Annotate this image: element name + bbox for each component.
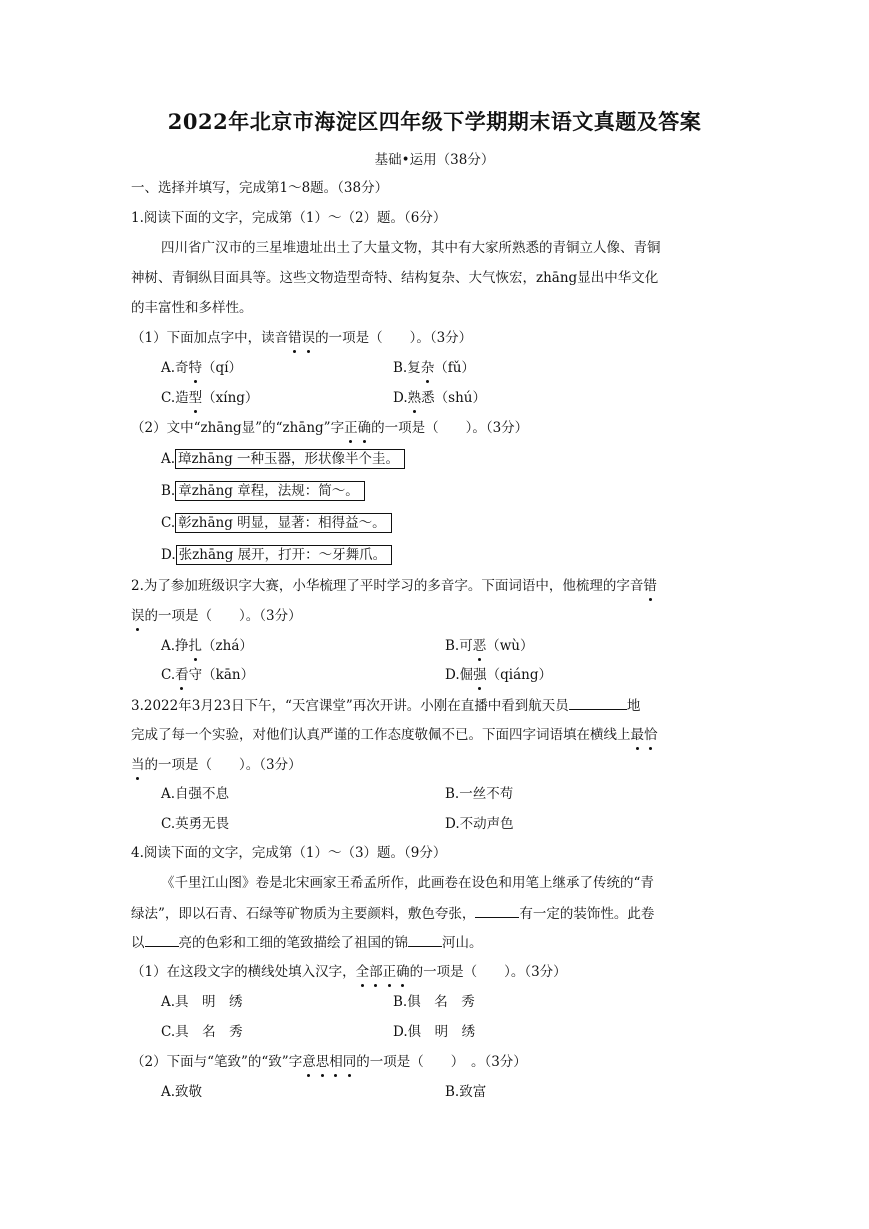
q3-stem: 3.2022年3月23日下午，“天宫课堂”再次开讲。小刚在直播中看到航天员 地 [131, 695, 640, 716]
dictionary-entry-box: 璋zhāng 一种玉器，形状像半个圭。 [175, 449, 405, 469]
option-c[interactable]: C.具 名 秀 [161, 1024, 243, 1040]
option-d[interactable]: D.熟悉（shú） [393, 390, 486, 406]
fill-blank[interactable] [475, 903, 519, 918]
fill-blank[interactable] [145, 932, 179, 947]
option-d[interactable]: D.俱 明 绣 [393, 1024, 476, 1040]
q3-stem-cont: 完成了每一个实验，对他们认真严谨的工作态度敬佩不已。下面四字词语填在横线上最恰 [131, 727, 658, 743]
q3-stem-cont: 当的一项是（ ）。（3分） [131, 757, 302, 773]
q1-sub2-prompt: （2）文中“zhāng显”的“zhāng”字正确的一项是（ ）。（3分） [131, 420, 529, 436]
part-one-instruction: 一、选择并填写，完成第1～8题。（38分） [131, 180, 389, 196]
option-a[interactable]: A.具 明 绣 [161, 994, 243, 1010]
dictionary-entry-box: 章zhāng 章程，法规：简～。 [175, 481, 364, 501]
q4-passage-line: 以 亮的色彩和工细的笔致描绘了祖国的锦 河山。 [131, 932, 483, 953]
option-b[interactable]: B. 章zhāng 章程，法规：简～。 [161, 481, 365, 501]
section-header: 基础•运用（38分） [374, 152, 495, 168]
document-title: 2022年北京市海淀区四年级下学期期末语文真题及答案 [167, 109, 702, 134]
q4-passage-line: 《千里江山图》卷是北宋画家王希孟所作，此画卷在设色和用笔上继承了传统的“青 [161, 875, 654, 891]
option-a[interactable]: A.自强不息 [161, 786, 230, 802]
q1-passage-line: 神树、青铜纵目面具等。这些文物造型奇特、结构复杂、大气恢宏，zhāng显出中华文化 [131, 270, 659, 286]
q4-passage-line: 绿法”，即以石青、石绿等矿物质为主要颜料，敷色夸张， 有一定的装饰性。此卷 [131, 903, 654, 924]
dictionary-entry-box: 张zhāng 展开，打开：～牙舞爪。 [176, 545, 392, 565]
option-a[interactable]: A.致敬 [161, 1084, 203, 1100]
option-c[interactable]: C.英勇无畏 [161, 816, 230, 832]
fill-blank[interactable] [408, 932, 442, 947]
option-b[interactable]: B.俱 名 秀 [393, 994, 475, 1010]
option-b[interactable]: B.可恶（wù） [445, 638, 534, 654]
q1-sub1-prompt: （1）下面加点字中，读音错误的一项是（ ）。（3分） [131, 330, 473, 346]
fill-blank[interactable] [569, 695, 627, 710]
option-d[interactable]: D. 张zhāng 展开，打开：～牙舞爪。 [161, 545, 392, 565]
q2-stem-cont: 误的一项是（ ）。（3分） [131, 608, 302, 624]
q2-stem: 2.为了参加班级识字大赛，小华梳理了平时学习的多音字。下面词语中，他梳理的字音错 [131, 578, 657, 594]
option-d[interactable]: D.不动声色 [445, 816, 514, 832]
q1-stem: 1.阅读下面的文字，完成第（1）～（2）题。（6分） [131, 210, 447, 226]
option-d[interactable]: D.倔强（qiáng） [445, 667, 552, 683]
option-b[interactable]: B.复杂（fǔ） [393, 360, 475, 376]
dictionary-entry-box: 彰zhāng 明显，显著：相得益～。 [175, 513, 391, 533]
q1-passage-line: 的丰富性和多样性。 [131, 300, 253, 316]
q4-sub2-prompt: （2）下面与“笔致”的“致”字意思相同的一项是（ ） 。（3分） [131, 1054, 527, 1070]
option-a[interactable]: A. 璋zhāng 一种玉器，形状像半个圭。 [161, 449, 405, 469]
option-c[interactable]: C.造型（xíng） [161, 390, 259, 406]
q4-stem: 4.阅读下面的文字，完成第（1）～（3）题。（9分） [131, 845, 447, 861]
q1-passage-line: 四川省广汉市的三星堆遗址出土了大量文物，其中有大家所熟悉的青铜立人像、青铜 [161, 240, 661, 256]
option-c[interactable]: C. 彰zhāng 明显，显著：相得益～。 [161, 513, 392, 533]
q4-sub1-prompt: （1）在这段文字的横线处填入汉字，全部正确的一项是（ ）。（3分） [131, 964, 567, 980]
option-c[interactable]: C.看守（kān） [161, 667, 255, 683]
option-a[interactable]: A.奇特（qí） [161, 360, 243, 376]
option-b[interactable]: B.致富 [445, 1084, 487, 1100]
option-a[interactable]: A.挣扎（zhá） [161, 638, 253, 654]
option-b[interactable]: B.一丝不苟 [445, 786, 514, 802]
